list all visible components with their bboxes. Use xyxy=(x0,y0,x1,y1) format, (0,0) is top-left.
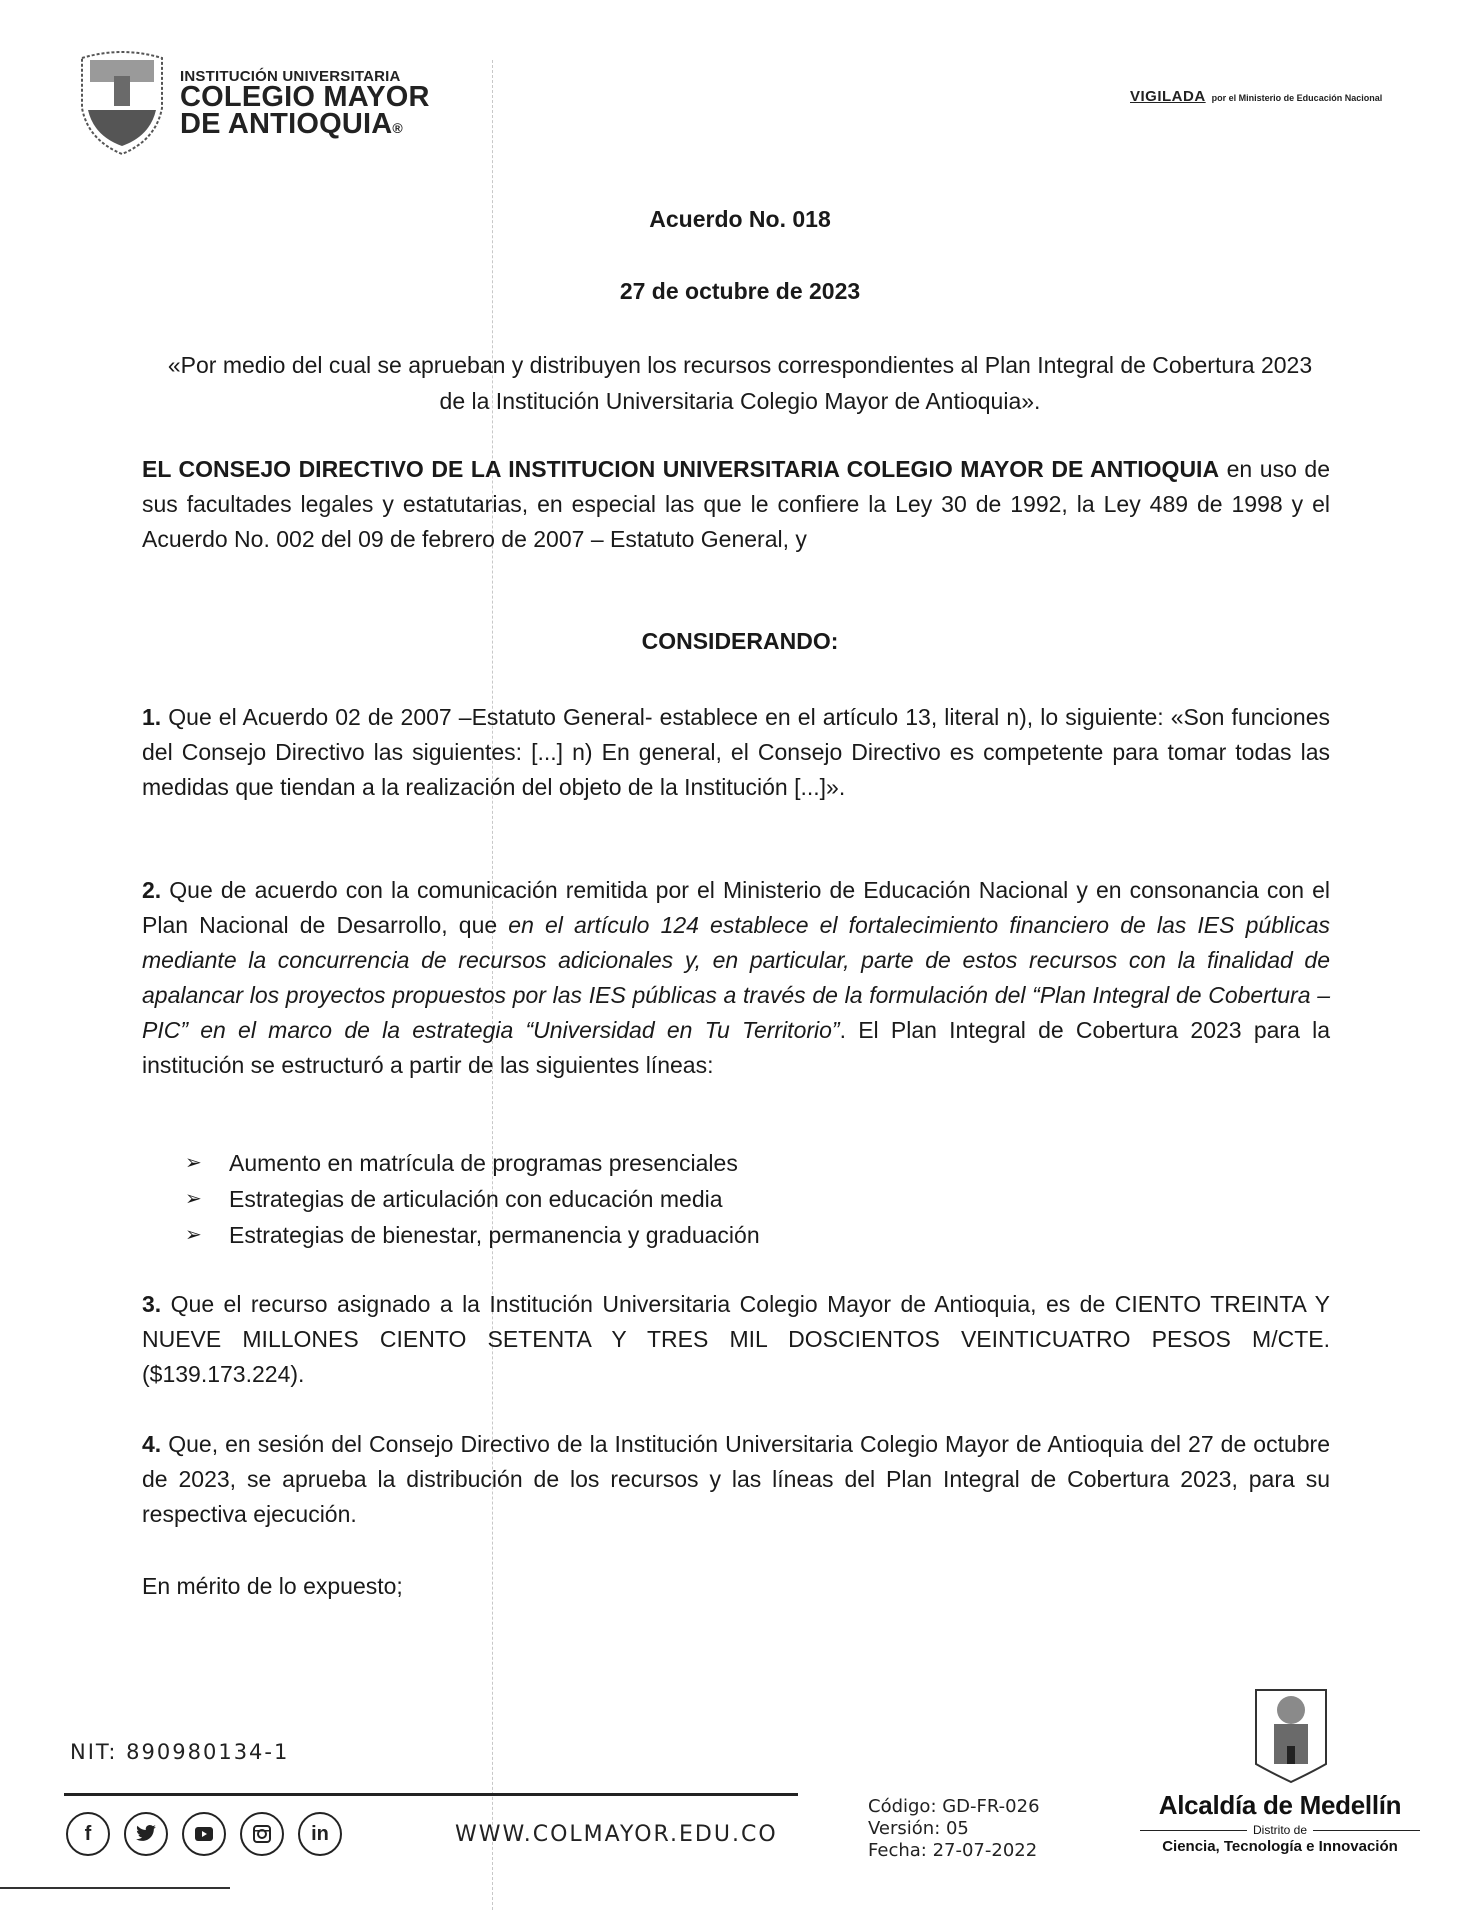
shield-crest-icon xyxy=(76,48,168,156)
item-text: Que el recurso asignado a la Institución Universitaria Colegio Mayor de Antioquia, es de CIENTO TREINTA Y NUEVE MILLONES CIENTO SETENTA Y TRES MIL DOSCIENTOS VEINTICUATRO PESOS M/CTE. ($139.173.224). xyxy=(142,1291,1330,1387)
divider xyxy=(1140,1830,1247,1831)
footer-divider xyxy=(64,1793,798,1796)
considerando-item-3 xyxy=(142,1287,1330,1392)
arrow-bullet-icon: ➢ xyxy=(185,1152,202,1174)
consejo-paragraph xyxy=(142,452,1330,557)
considerando-heading: CONSIDERANDO: xyxy=(641,628,839,654)
document-control-info xyxy=(868,1796,1040,1862)
considerando-item-4 xyxy=(142,1427,1330,1532)
nit-number: NIT: 890980134-1 xyxy=(70,1740,290,1764)
item-text: Que, en sesión del Consejo Directivo de la Institución Universitaria Colegio Mayor de Antioquia del 27 de octubre de 2023, se aprueba la distribución de los recursos y las líneas del Plan Integral de Cobertura 2023, para su respectiva ejecución. xyxy=(142,1431,1330,1527)
linkedin-icon[interactable]: in xyxy=(298,1812,342,1856)
instagram-camera-icon xyxy=(252,1824,272,1844)
document-title: Acuerdo No. 018 xyxy=(649,206,831,232)
institution-name-line2 xyxy=(180,108,430,142)
item-text: Que de acuerdo con la comunicación remitida por el Ministerio de Educación Nacional y en consonancia con el Plan Nacional de Desarrollo, que xyxy=(142,877,1330,938)
instagram-icon[interactable] xyxy=(240,1812,284,1856)
arrow-bullet-icon: ➢ xyxy=(185,1224,202,1246)
arrow-bullet-icon: ➢ xyxy=(185,1188,202,1210)
alcaldia-name: Alcaldía de Medellín xyxy=(1158,1790,1402,1820)
considerando-item-2 xyxy=(142,873,1330,1083)
consejo-text: en uso de sus facultades legales y estatutarias, en especial las que le confiere la Ley 30 de 1992, la Ley 489 de 1998 y el Acuerdo No. 002 del 09 de febrero de 2007 – Estatuto General, y xyxy=(142,456,1331,552)
item-number: 3. xyxy=(142,1291,162,1317)
vigilada-label: VIGILADA xyxy=(1130,88,1206,105)
facebook-icon[interactable]: f xyxy=(66,1812,110,1856)
item-italic-text: en el artículo 124 establece el fortalecimiento financiero de las IES públicas mediante la concurrencia de recursos adicionales y, en particular, parte de estos recursos con la finalidad de apalancar los proyectos propuestos por las IES públicas a través de la formulación del “Plan Integral de Cobertura – PIC” en el marco de la estrategia “Universidad en Tu Territorio” xyxy=(142,912,1330,1043)
alcaldia-medellin-logo xyxy=(1140,1790,1420,1855)
list-item xyxy=(185,1145,760,1181)
considerando-item-1 xyxy=(142,700,1330,805)
twitter-icon[interactable] xyxy=(124,1812,168,1856)
item-number: 2. xyxy=(142,877,162,903)
vigilada-text: por el Ministerio de Educación Nacional xyxy=(1211,93,1383,103)
document-revision-date: Fecha: 27-07-2022 xyxy=(868,1840,1038,1861)
list-item xyxy=(185,1181,760,1217)
alcaldia-distrito-row xyxy=(1140,1823,1420,1837)
institution-label: INSTITUCIÓN UNIVERSITARIA xyxy=(180,68,401,85)
document-subtitle: «Por medio del cual se aprueban y distribuyen los recursos correspondientes al Plan Integral de Cobertura 2023 de la Institución Universitaria Colegio Mayor de Antioquia». xyxy=(167,352,1313,414)
registered-mark: ® xyxy=(392,120,403,136)
twitter-bird-icon xyxy=(135,1825,157,1843)
alcaldia-distrito: Distrito de xyxy=(1252,1823,1308,1837)
closing-text: En mérito de lo expuesto; xyxy=(142,1573,403,1599)
youtube-play-icon xyxy=(194,1826,214,1842)
list-item-text: Estrategias de articulación con educación media xyxy=(229,1186,723,1212)
list-item-text: Estrategias de bienestar, permanencia y graduación xyxy=(229,1222,760,1248)
social-links xyxy=(66,1812,342,1856)
bottom-edge-line xyxy=(0,1887,230,1889)
youtube-icon[interactable] xyxy=(182,1812,226,1856)
consejo-heading: EL CONSEJO DIRECTIVO DE LA INSTITUCION UNIVERSITARIA COLEGIO MAYOR DE ANTIOQUIA xyxy=(142,456,1220,482)
item-text: Que el Acuerdo 02 de 2007 –Estatuto General- establece en el artículo 13, literal n), lo siguiente: «Son funciones del Consejo Directivo las siguientes: [...] n) En general, el Consejo Directivo es competente para tomar todas las medidas que tiendan a la realización del objeto de la Institución [...]». xyxy=(142,704,1330,800)
document-version: Versión: 05 xyxy=(868,1818,969,1839)
item-number: 4. xyxy=(142,1431,162,1457)
alcaldia-tagline: Ciencia, Tecnología e Innovación xyxy=(1162,1838,1398,1855)
list-item xyxy=(185,1217,760,1253)
website-link[interactable]: WWW.COLMAYOR.EDU.CO xyxy=(455,1822,778,1847)
document-code: Código: GD-FR-026 xyxy=(868,1796,1040,1817)
medellin-coat-of-arms-icon xyxy=(1252,1688,1330,1784)
institution-name-text: DE ANTIOQUIA xyxy=(180,108,393,140)
vigilada-badge xyxy=(1130,88,1382,105)
institution-name-line1: COLEGIO MAYOR xyxy=(180,81,430,113)
item-number: 1. xyxy=(142,704,162,730)
document-date: 27 de octubre de 2023 xyxy=(619,278,861,304)
divider xyxy=(1313,1830,1420,1831)
list-item-text: Aumento en matrícula de programas presenciales xyxy=(229,1150,738,1176)
institution-name xyxy=(180,81,430,142)
plan-lines-list xyxy=(185,1145,760,1253)
item-text-continued: . El Plan Integral de Cobertura 2023 para la institución se estructuró a partir de las siguientes líneas: xyxy=(142,1017,1331,1078)
